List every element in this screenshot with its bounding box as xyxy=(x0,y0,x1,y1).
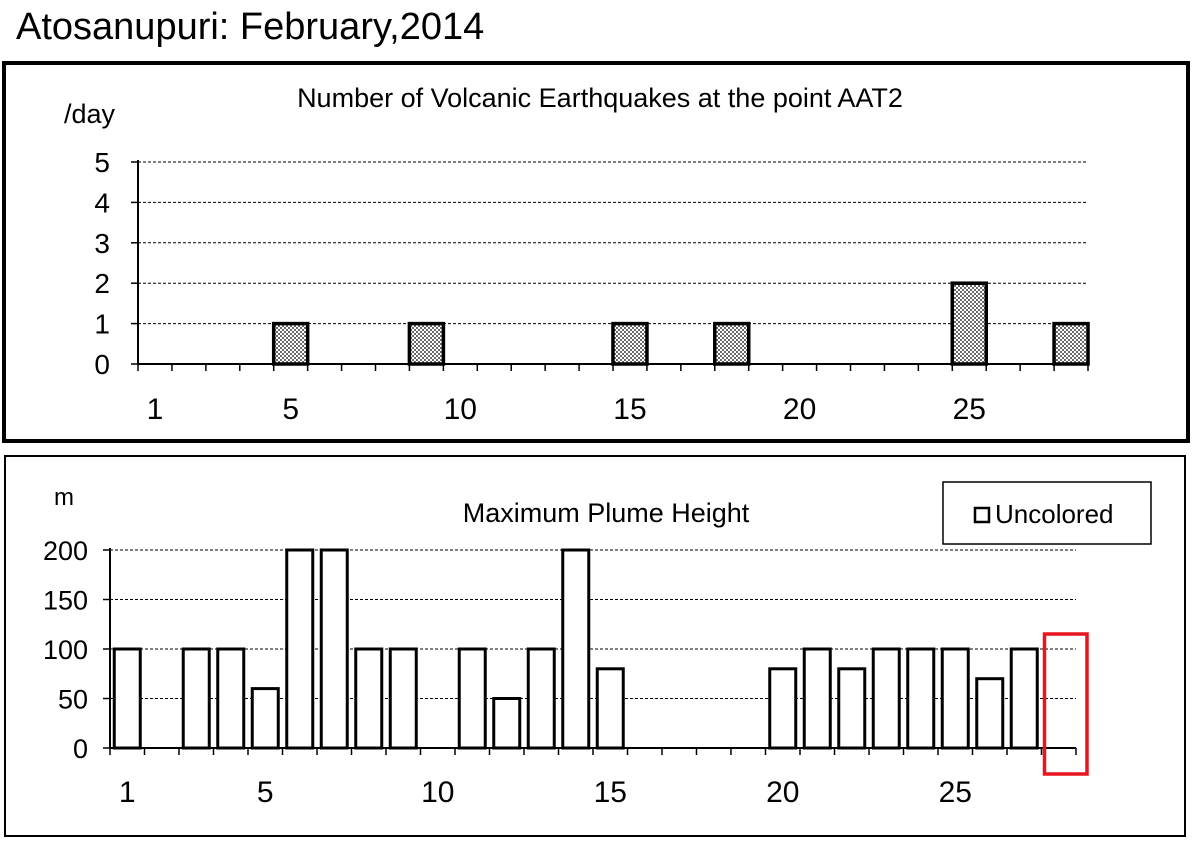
y-tick-label: 0 xyxy=(72,734,88,764)
bar xyxy=(390,649,416,748)
x-tick-label: 25 xyxy=(952,393,986,426)
bar xyxy=(287,550,313,748)
x-tick-label: 5 xyxy=(282,393,300,426)
y-tick-label: 0 xyxy=(94,349,110,380)
bar xyxy=(1011,649,1037,748)
bar xyxy=(804,649,830,748)
x-tick-label: 10 xyxy=(421,776,455,809)
bar xyxy=(839,669,865,748)
y-tick-label: 50 xyxy=(57,684,88,715)
x-tick-label: 5 xyxy=(256,776,274,809)
bar xyxy=(613,324,647,364)
x-tick-label: 15 xyxy=(613,393,647,426)
chart-title: Number of Volcanic Earthquakes at the point AAT2 xyxy=(297,83,903,113)
bar xyxy=(873,649,899,748)
bar xyxy=(494,699,520,749)
y-tick-label: 200 xyxy=(42,536,88,566)
bar xyxy=(321,550,347,748)
bar xyxy=(977,679,1003,748)
y-axis-unit-label: /day xyxy=(64,99,116,129)
y-axis-unit-label: m xyxy=(54,484,74,511)
bar xyxy=(114,649,140,748)
x-tick-label: 1 xyxy=(118,776,136,809)
legend-label: Uncolored xyxy=(995,499,1114,529)
legend-swatch xyxy=(975,508,989,522)
plume-chart xyxy=(6,457,1184,835)
y-tick-label: 5 xyxy=(94,147,110,178)
x-tick-label: 1 xyxy=(146,393,164,426)
chart-title: Maximum Plume Height xyxy=(462,498,750,528)
bar xyxy=(770,669,796,748)
x-tick-label: 25 xyxy=(938,776,972,809)
bar xyxy=(183,649,209,748)
bar xyxy=(1054,324,1088,364)
bar xyxy=(274,324,308,364)
y-tick-label: 2 xyxy=(94,268,110,300)
bar xyxy=(908,649,934,748)
bar xyxy=(528,649,554,748)
bar xyxy=(459,649,485,748)
plume-chart-panel xyxy=(4,455,1186,837)
bar xyxy=(715,324,749,364)
legend xyxy=(943,482,1151,544)
bar xyxy=(252,689,278,748)
y-tick-label: 4 xyxy=(94,187,110,219)
earthquake-chart xyxy=(6,65,1186,439)
y-tick-label: 150 xyxy=(42,585,88,616)
bar xyxy=(409,324,443,364)
bar xyxy=(952,283,986,364)
y-tick-label: 1 xyxy=(94,308,110,340)
x-tick-label: 15 xyxy=(593,776,627,809)
y-tick-label: 3 xyxy=(94,227,110,259)
x-tick-label: 20 xyxy=(766,776,800,809)
bar xyxy=(597,669,623,748)
y-tick-label: 100 xyxy=(42,635,88,665)
bar xyxy=(563,550,589,748)
earthquake-chart-panel xyxy=(2,61,1190,443)
bar xyxy=(218,649,244,748)
x-tick-label: 10 xyxy=(443,393,478,426)
bar xyxy=(356,649,382,748)
page-title: Atosanupuri: February,2014 xyxy=(16,6,485,48)
x-tick-label: 20 xyxy=(782,393,817,426)
highlight-box xyxy=(1045,634,1088,774)
bar xyxy=(942,649,968,748)
